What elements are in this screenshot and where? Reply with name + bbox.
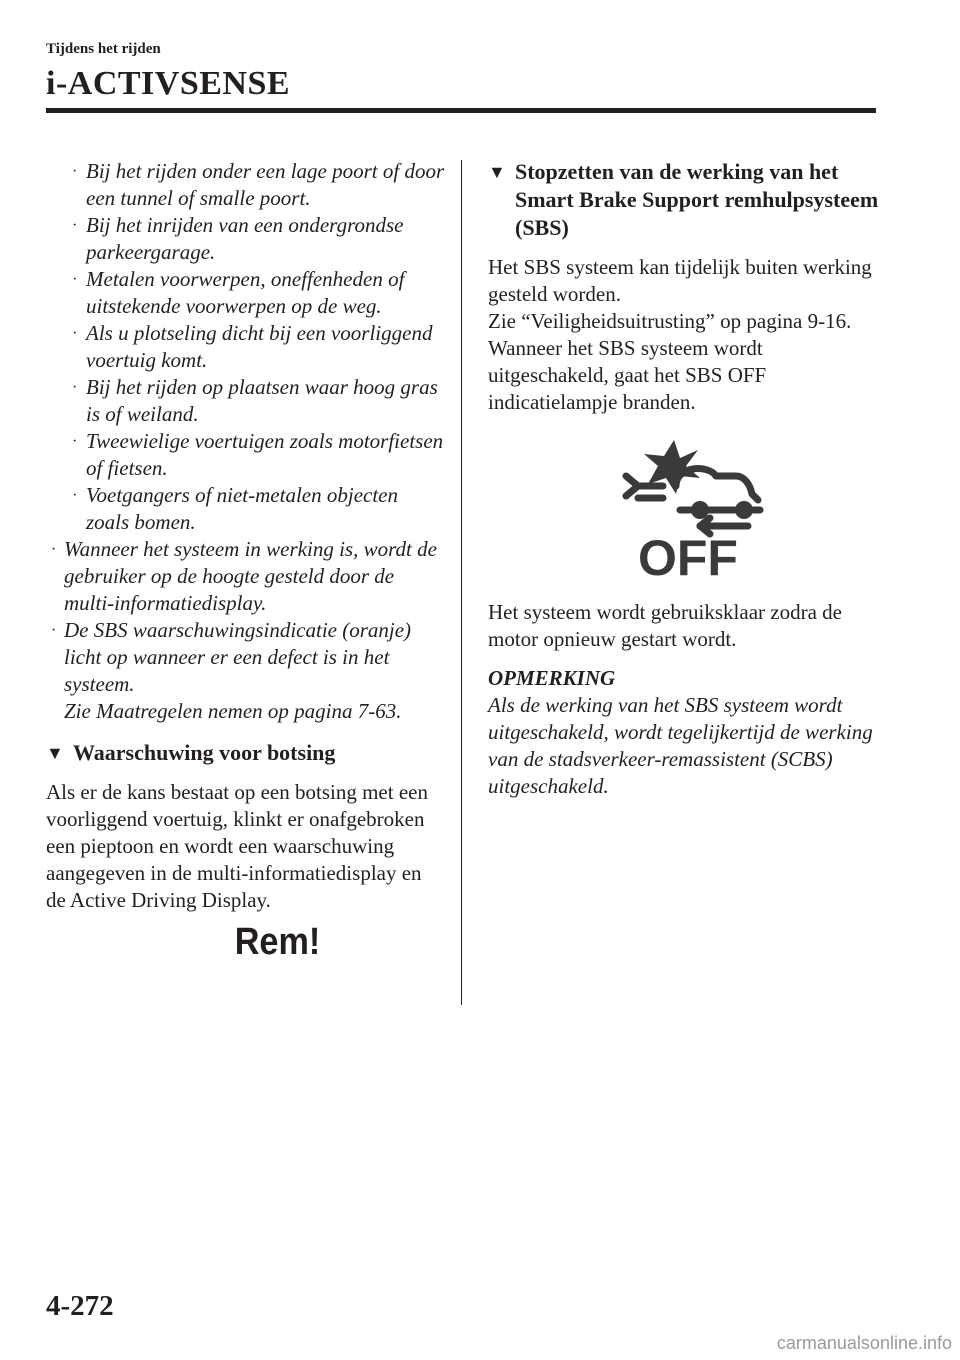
- list-item-text: Metalen voorwerpen, oneffenheden of uitstekende voorwerpen op de weg.: [86, 267, 405, 318]
- list-item-text: Bij het inrijden van een ondergrondse parkeergarage.: [86, 213, 404, 264]
- condition-list: [46, 158, 446, 536]
- section-title: i-ACTIVSENSE: [46, 65, 291, 102]
- triangle-down-icon: ▼: [488, 162, 506, 182]
- warning-text: Als er de kans bestaat op een botsing met een voorliggend voertuig, klinkt er onafgebroken een pieptoon en wordt een waarschuwing aangegeven in de multi-informatiedisplay en de Active Driving Display.: [46, 780, 428, 912]
- rem-indicator: Rem!: [234, 921, 321, 963]
- stop-text-2: Wanneer het SBS systeem wordt uitgeschakeld, gaat het SBS OFF indicatielampje branden.: [488, 336, 767, 414]
- list-item: · Voetgangers of niet-metalen objecten zoals bomen.: [72, 483, 398, 534]
- list-item: · Bij het rijden op plaatsen waar hoog gras is of weiland.: [72, 375, 438, 426]
- triangle-down-icon: ▼: [46, 743, 64, 763]
- list-item: · Bij het rijden onder een lage poort of door een tunnel of smalle poort.: [72, 159, 445, 210]
- note-text: Als de werking van het SBS systeem wordt uitgeschakeld, wordt tegelijkertijd de werking van de stadsverkeer-remassistent (SCBS) uitgeschakeld.: [488, 693, 873, 798]
- list-item-text: Bij het rijden onder een lage poort of door een tunnel of smalle poort.: [86, 159, 445, 210]
- right-column: [488, 158, 888, 800]
- header-rule: [46, 108, 876, 113]
- list-item-text: Bij het rijden op plaatsen waar hoog gras is of weiland.: [86, 375, 438, 426]
- watermark[interactable]: carmanualsonline.info: [776, 1333, 952, 1353]
- list-item: · Als u plotseling dicht bij een voorliggend voertuig komt.: [72, 321, 433, 372]
- list-item: · Bij het inrijden van een ondergrondse parkeergarage.: [72, 213, 404, 264]
- page-reference[interactable]: Zie Maatregelen nemen op pagina 7-63.: [64, 699, 402, 723]
- list-item-text: De SBS waarschuwingsindicatie (oranje) licht op wanneer er een defect is in het systeem.: [64, 618, 412, 696]
- column-divider: [461, 160, 462, 1005]
- stop-heading-text: Stopzetten van de werking van het Smart Brake Support remhulpsysteem (SBS): [515, 159, 879, 240]
- page-header: [46, 40, 876, 104]
- sbs-off-icon: [608, 436, 768, 581]
- sbs-off-icon-wrap: [488, 436, 888, 581]
- warning-heading: [46, 739, 446, 767]
- stop-heading: [488, 158, 888, 242]
- stop-reference[interactable]: Zie “Veiligheidsuitrusting” op pagina 9-16.: [488, 309, 852, 333]
- main-list: [46, 536, 446, 725]
- list-item-text: Als u plotseling dicht bij een voorliggend voertuig komt.: [86, 321, 433, 372]
- sbs-off-label: OFF: [638, 530, 738, 581]
- list-item-text: Wanneer het systeem in werking is, wordt de gebruiker op de hoogte gesteld door de multi-informatiedisplay.: [64, 537, 437, 615]
- chapter-title: Tijdens het rijden: [46, 41, 161, 57]
- list-item: · Tweewielige voertuigen zoals motorfietsen of fietsen.: [72, 429, 444, 480]
- ready-text: Het systeem wordt gebruiksklaar zodra de motor opnieuw gestart wordt.: [488, 600, 842, 651]
- list-item-text: Tweewielige voertuigen zoals motorfietsen of fietsen.: [86, 429, 444, 480]
- list-item: · De SBS waarschuwingsindicatie (oranje) licht op wanneer er een defect is in het systeem. Zie Maatregelen nemen op pagina 7-63.: [46, 617, 446, 725]
- page-number: 4-272: [46, 1290, 114, 1322]
- note-title: OPMERKING: [488, 666, 616, 690]
- left-column: [46, 158, 446, 962]
- warning-heading-text: Waarschuwing voor botsing: [73, 740, 336, 765]
- list-item: · Metalen voorwerpen, oneffenheden of uitstekende voorwerpen op de weg.: [72, 267, 405, 318]
- stop-text: Het SBS systeem kan tijdelijk buiten werking gesteld worden.: [488, 255, 872, 306]
- list-item-text: Voetgangers of niet-metalen objecten zoals bomen.: [86, 483, 398, 534]
- list-item: · Wanneer het systeem in werking is, wordt de gebruiker op de hoogte gesteld door de multi-informatiedisplay.: [51, 537, 437, 615]
